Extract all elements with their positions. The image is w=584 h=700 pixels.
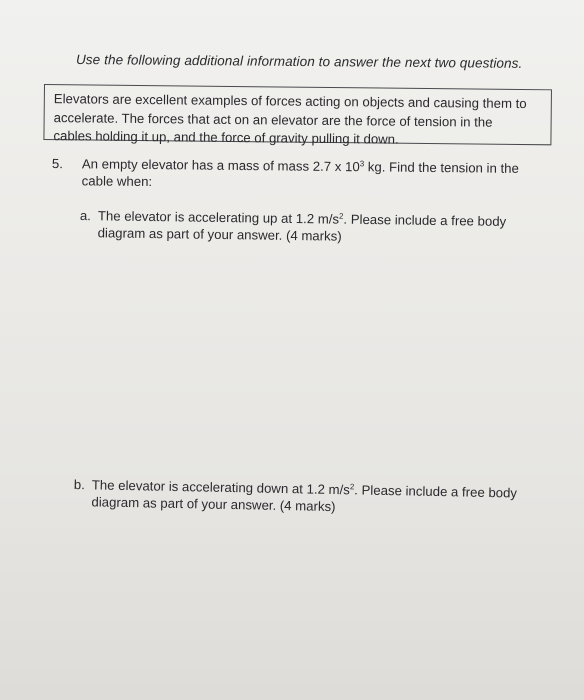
instructions-text: Use the following additional information to answer the next two questions. [75,52,523,71]
part-a-label: a. [79,207,91,224]
part-a [79,207,560,244]
part-a-exponent: 2 [339,211,344,221]
part-a-line-1-start: The elevator is accelerating up at 1.2 m/s [97,208,340,227]
question-5 [51,155,562,190]
part-b-exponent: 2 [349,482,355,492]
info-line-1: Elevators are excellent examples of forces acting on objects and causing them to [53,91,527,112]
question-line-2: cable when: [81,173,153,190]
question-line-1-end: kg. Find the tension in the [364,159,519,176]
info-line-2: accelerate. The forces that act on an elevator are the force of tension in the [53,109,493,130]
part-b-line-1-end: . Please include a free body [354,482,518,501]
info-line-3: cables holding it up, and the force of gravity pulling it down. [53,128,399,147]
info-box [43,84,552,145]
part-b-line-1-start: The elevator is accelerating down at 1.2 m/s [91,477,350,498]
question-line-1-start: An empty elevator has a mass of mass 2.7 x 10 [81,156,360,175]
question-number: 5. [51,155,63,172]
part-b-line-2: diagram as part of your answer. (4 marks) [91,494,336,515]
part-b-label: b. [73,476,85,493]
exponent: 3 [359,159,365,169]
part-b-text [91,476,517,518]
question-text [82,155,552,194]
part-a-text [98,207,507,247]
part-b [73,476,564,515]
part-a-line-2: diagram as part of your answer. (4 marks) [97,225,342,244]
part-a-line-1-end: . Please include a free body [343,211,507,229]
